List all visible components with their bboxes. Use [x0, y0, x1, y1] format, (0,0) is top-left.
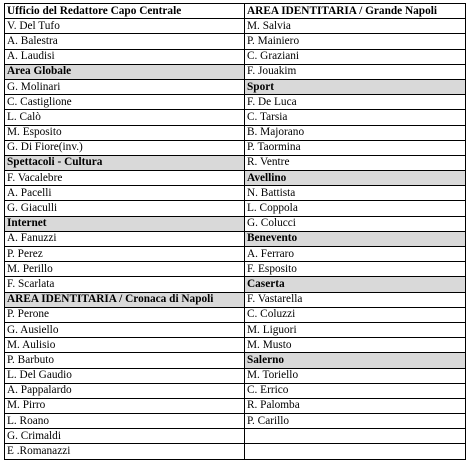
right-section-header: Avellino — [245, 171, 466, 186]
table-row — [5, 64, 466, 79]
left-staff-name: P. Perez — [5, 247, 245, 262]
right-staff-name: F. Jouakim — [245, 64, 466, 79]
table-row — [5, 201, 466, 216]
left-staff-name: M. Esposito — [5, 125, 245, 140]
table-row — [5, 414, 466, 429]
left-staff-name: L. Del Gaudio — [5, 368, 245, 383]
right-section-header: AREA IDENTITARIA / Grande Napoli — [245, 4, 466, 19]
right-staff-name: F. De Luca — [245, 95, 466, 110]
right-staff-name: C. Graziani — [245, 49, 466, 64]
left-staff-name: L. Calò — [5, 110, 245, 125]
table-row — [5, 231, 466, 246]
staff-table — [4, 3, 466, 460]
left-staff-name: A. Laudisi — [5, 49, 245, 64]
left-staff-name: F. Scarlata — [5, 277, 245, 292]
left-staff-name: P. Perone — [5, 307, 245, 322]
table-row — [5, 34, 466, 49]
right-staff-name: P. Carillo — [245, 414, 466, 429]
left-staff-name: V. Del Tufo — [5, 19, 245, 34]
right-staff-name: C. Errico — [245, 383, 466, 398]
right-staff-name: R. Ventre — [245, 155, 466, 170]
left-staff-name: G. Crimaldi — [5, 429, 245, 444]
right-staff-name: F. Vastarella — [245, 292, 466, 307]
right-staff-name: L. Coppola — [245, 201, 466, 216]
right-staff-name: G. Colucci — [245, 216, 466, 231]
right-empty-cell — [245, 444, 466, 459]
table-row — [5, 125, 466, 140]
table-row — [5, 277, 466, 292]
table-row — [5, 353, 466, 368]
right-staff-name: P. Taormina — [245, 140, 466, 155]
left-staff-name: A. Balestra — [5, 34, 245, 49]
right-section-header: Sport — [245, 79, 466, 94]
staff-table-body — [5, 4, 466, 460]
left-staff-name: E .Romanazzi — [5, 444, 245, 459]
table-row — [5, 338, 466, 353]
table-row — [5, 140, 466, 155]
table-row — [5, 383, 466, 398]
right-staff-name: C. Tarsia — [245, 110, 466, 125]
left-staff-name: P. Barbuto — [5, 353, 245, 368]
right-staff-name: P. Mainiero — [245, 34, 466, 49]
right-staff-name: M. Toriello — [245, 368, 466, 383]
table-row — [5, 49, 466, 64]
table-row — [5, 95, 466, 110]
table-row — [5, 398, 466, 413]
left-section-header: Area Globale — [5, 64, 245, 79]
table-row — [5, 19, 466, 34]
right-staff-name: M. Musto — [245, 338, 466, 353]
right-empty-cell — [245, 429, 466, 444]
table-row — [5, 429, 466, 444]
right-section-header: Benevento — [245, 231, 466, 246]
right-staff-name: F. Esposito — [245, 262, 466, 277]
left-staff-name: C. Castiglione — [5, 95, 245, 110]
right-staff-name: M. Liguori — [245, 322, 466, 337]
staff-directory — [4, 3, 465, 460]
left-staff-name: G. Molinari — [5, 79, 245, 94]
left-staff-name: A. Pappalardo — [5, 383, 245, 398]
table-row — [5, 262, 466, 277]
right-staff-name: R. Palomba — [245, 398, 466, 413]
left-staff-name: L. Roano — [5, 414, 245, 429]
left-section-header: Spettacoli - Cultura — [5, 155, 245, 170]
left-staff-name: G. Giaculli — [5, 201, 245, 216]
table-row — [5, 444, 466, 459]
left-section-header: Internet — [5, 216, 245, 231]
table-row — [5, 216, 466, 231]
right-staff-name: B. Majorano — [245, 125, 466, 140]
left-staff-name: G. Ausiello — [5, 322, 245, 337]
right-staff-name: N. Battista — [245, 186, 466, 201]
left-staff-name: A. Pacelli — [5, 186, 245, 201]
left-staff-name: M. Perillo — [5, 262, 245, 277]
table-row — [5, 307, 466, 322]
table-row — [5, 155, 466, 170]
right-section-header: Caserta — [245, 277, 466, 292]
table-row — [5, 292, 466, 307]
right-section-header: Salerno — [245, 353, 466, 368]
table-row — [5, 171, 466, 186]
table-row — [5, 186, 466, 201]
table-row — [5, 368, 466, 383]
left-staff-name: M. Pirro — [5, 398, 245, 413]
left-section-header: AREA IDENTITARIA / Cronaca di Napoli — [5, 292, 245, 307]
table-row — [5, 322, 466, 337]
right-staff-name: M. Salvia — [245, 19, 466, 34]
right-staff-name: C. Coluzzi — [245, 307, 466, 322]
table-row — [5, 110, 466, 125]
left-section-header: Ufficio del Redattore Capo Centrale — [5, 4, 245, 19]
left-staff-name: M. Aulisio — [5, 338, 245, 353]
left-staff-name: F. Vacalebre — [5, 171, 245, 186]
table-row — [5, 79, 466, 94]
left-staff-name: A. Fanuzzi — [5, 231, 245, 246]
right-staff-name: A. Ferraro — [245, 247, 466, 262]
table-row — [5, 247, 466, 262]
table-row — [5, 4, 466, 19]
left-staff-name: G. Di Fiore(inv.) — [5, 140, 245, 155]
